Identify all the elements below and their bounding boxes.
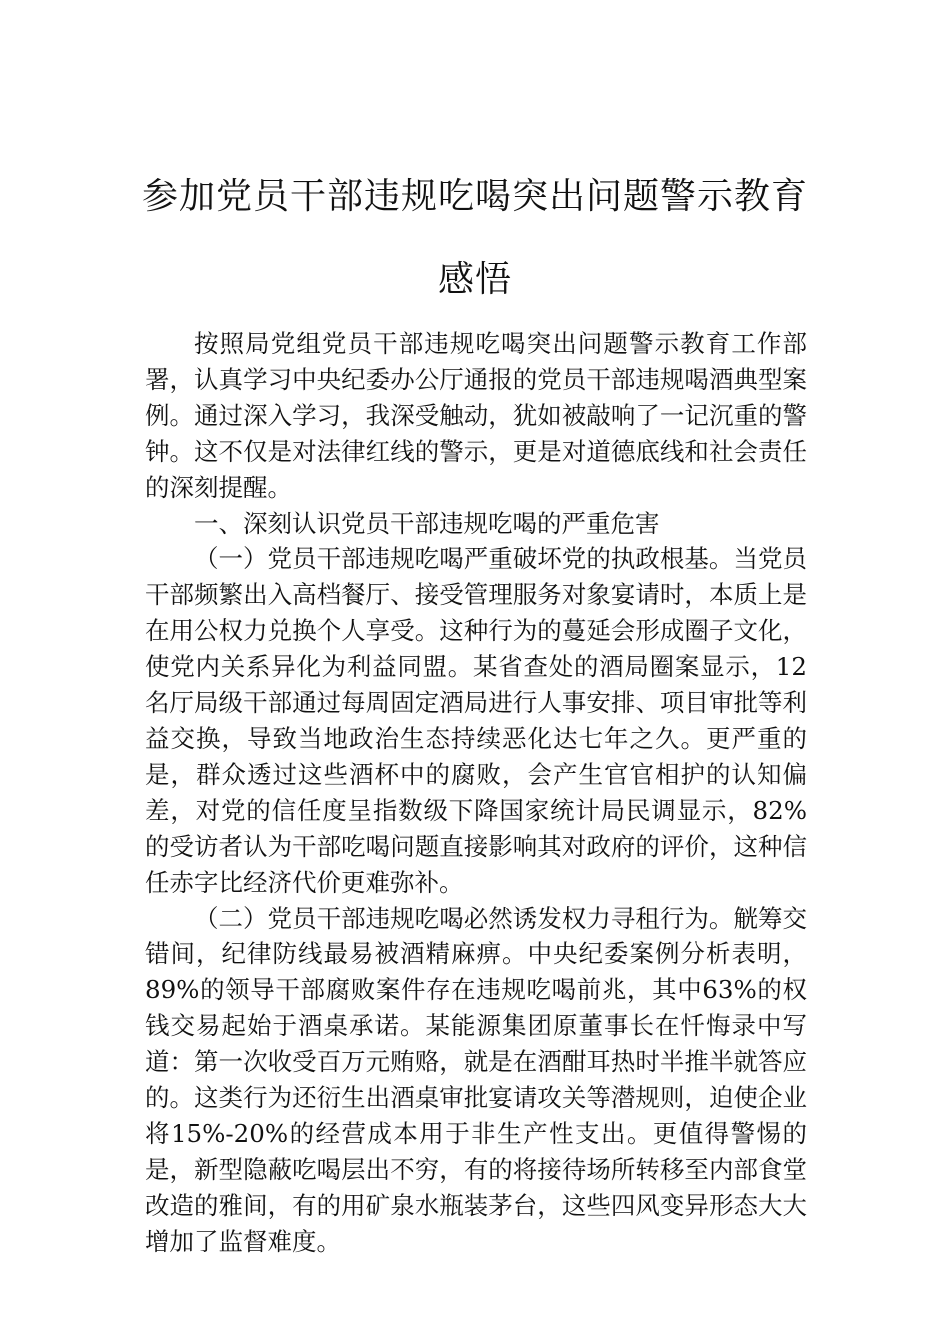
- document-body: [145, 326, 807, 1260]
- body-paragraph: （二）党员干部违规吃喝必然诱发权力寻租行为。觥筹交错间，纪律防线最易被酒精麻痹。中央纪委案例分析表明，89%的领导干部腐败案件存在违规吃喝前兆，其中63%的权钱交易起始于酒桌承诺。某能源集团原董事长在忏悔录中写道：第一次收受百万元贿赂，就是在酒酣耳热时半推半就答应的。这类行为还衍生出酒桌审批宴请攻关等潜规则，迫使企业将15%-20%的经营成本用于非生产性支出。更值得警惕的是，新型隐蔽吃喝层出不穷，有的将接待场所转移至内部食堂改造的雅间，有的用矿泉水瓶装茅台，这些四风变异形态大大增加了监督难度。: [145, 903, 807, 1256]
- section-heading: 一、深刻认识党员干部违规吃喝的严重危害: [194, 508, 660, 538]
- title-line-1: 参加党员干部违规吃喝突出问题警示教育: [141, 176, 808, 217]
- document-title: [140, 155, 810, 321]
- title-line-2: 感悟: [437, 259, 512, 300]
- body-paragraph: （一）党员干部违规吃喝严重破坏党的执政根基。当党员干部频繁出入高档餐厅、接受管理服务对象宴请时，本质上是在用公权力兑换个人享受。这种行为的蔓延会形成圈子文化，使党内关系异化为利益同盟。某省查处的酒局圈案显示，12名厅局级干部通过每周固定酒局进行人事安排、项目审批等利益交换，导致当地政治生态持续恶化达七年之久。更严重的是，群众透过这些酒杯中的腐败，会产生官官相护的认知偏差，对党的信任度呈指数级下降国家统计局民调显示，82%的受访者认为干部吃喝问题直接影响其对政府的评价，这种信任赤字比经济代价更难弥补。: [145, 544, 807, 897]
- intro-paragraph: 按照局党组党员干部违规吃喝突出问题警示教育工作部署，认真学习中央纪委办公厅通报的党员干部违规喝酒典型案例。通过深入学习，我深受触动，犹如被敲响了一记沉重的警钟。这不仅是对法律红线的警示，更是对道德底线和社会责任的深刻提醒。: [145, 329, 807, 502]
